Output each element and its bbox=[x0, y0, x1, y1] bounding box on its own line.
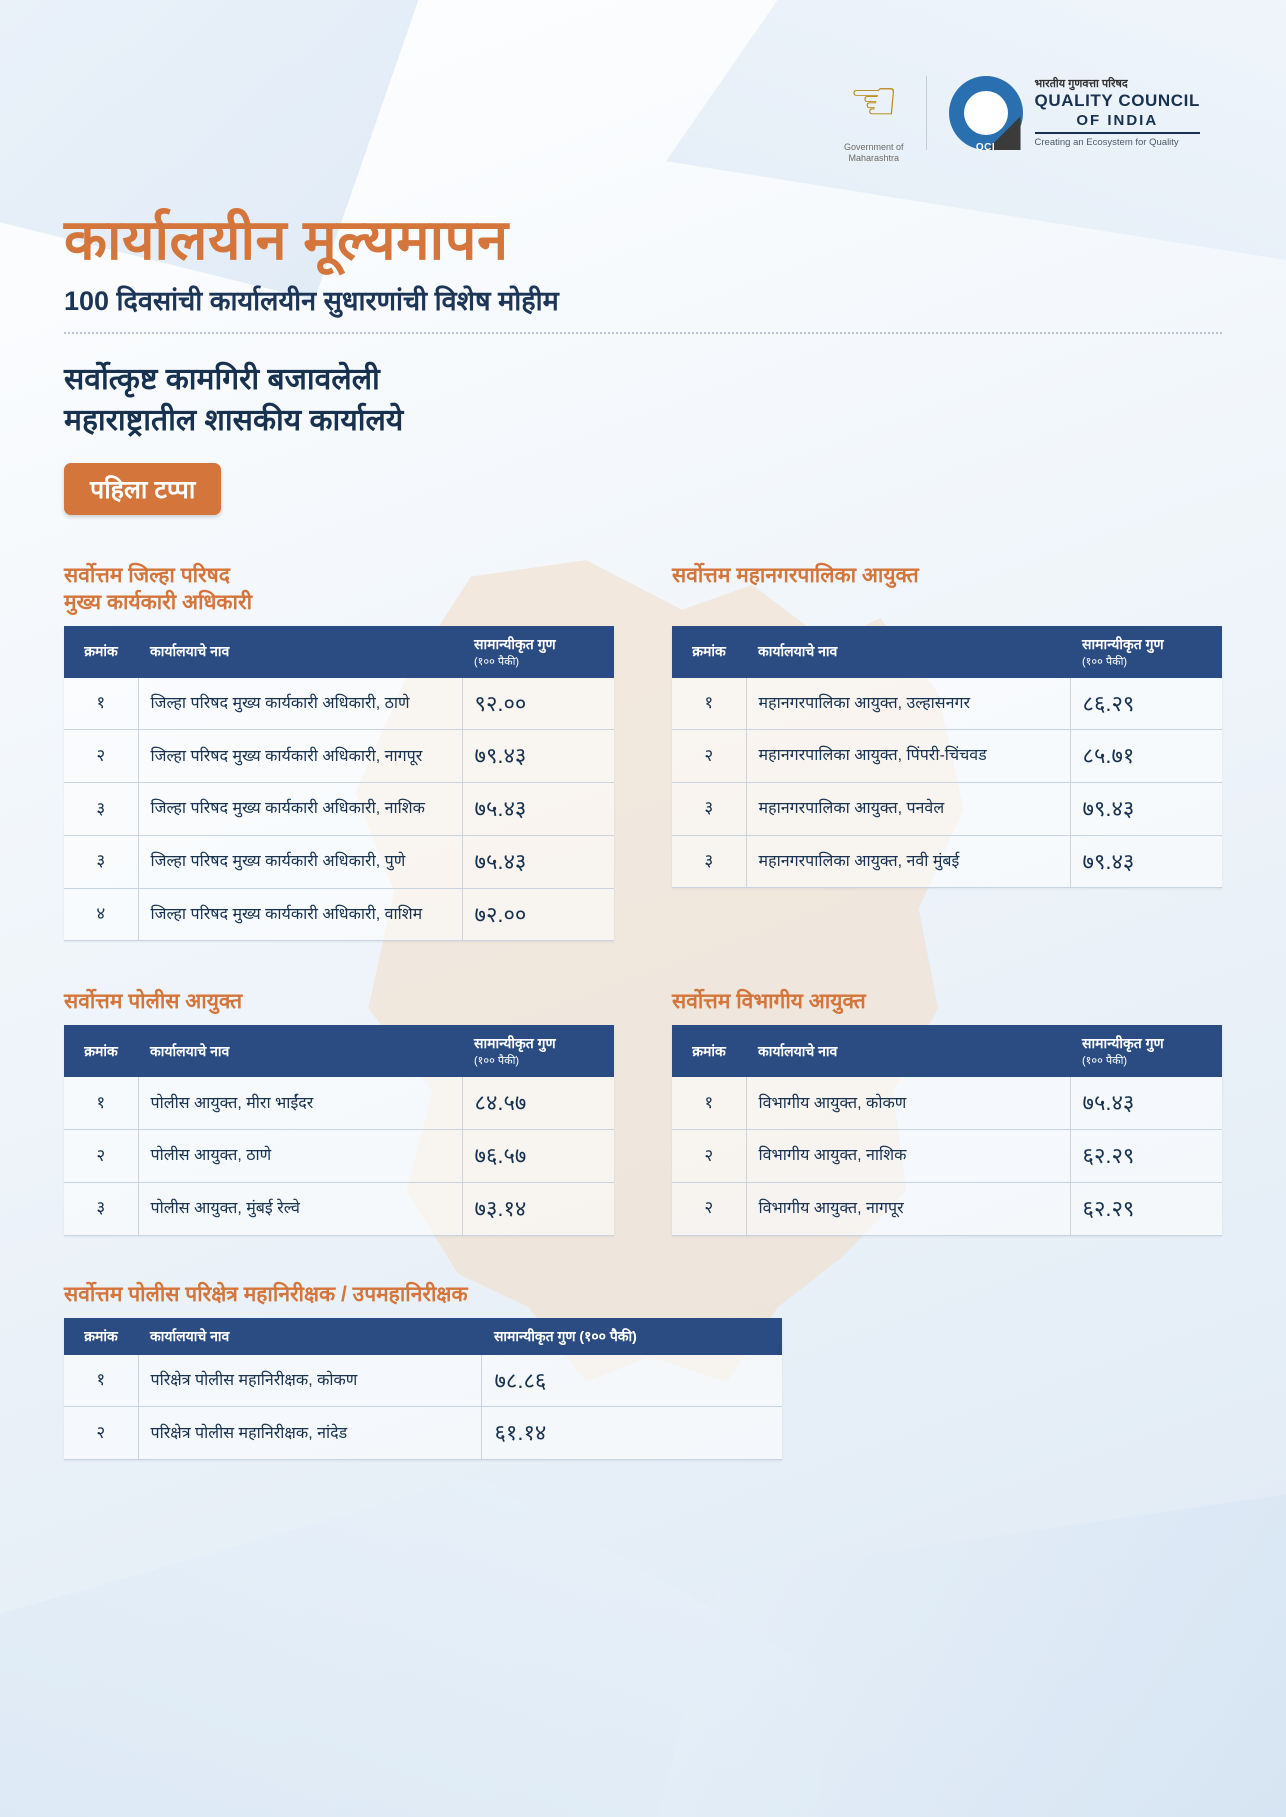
table-heading-line1: सर्वोत्तम विभागीय आयुक्त bbox=[672, 990, 866, 1014]
section-title-line2: महाराष्ट्रातील शासकीय कार्यालये bbox=[64, 403, 404, 437]
cell-rank: १ bbox=[672, 1077, 746, 1129]
table-block-police-commissioner bbox=[64, 989, 614, 1235]
cell-rank: १ bbox=[64, 678, 138, 730]
cell-office: महानगरपालिका आयुक्त, नवी मुंबई bbox=[746, 835, 1070, 888]
col-score bbox=[1070, 1025, 1222, 1077]
cell-office: महानगरपालिका आयुक्त, उल्हासनगर bbox=[746, 678, 1070, 730]
table-header-row bbox=[64, 1318, 782, 1355]
table-row bbox=[64, 835, 614, 888]
cell-office: पोलीस आयुक्त, मुंबई रेल्वे bbox=[138, 1182, 462, 1235]
table-header-row bbox=[672, 1025, 1222, 1077]
qci-logo bbox=[949, 76, 1200, 154]
cell-office: विभागीय आयुक्त, कोकण bbox=[746, 1077, 1070, 1129]
cell-score: ६१.१४ bbox=[482, 1407, 782, 1460]
cell-rank: ३ bbox=[672, 835, 746, 888]
col-rank: क्रमांक bbox=[64, 1025, 138, 1077]
col-office: कार्यालयाचे नाव bbox=[138, 1025, 462, 1077]
ranking-table-police-commissioner bbox=[64, 1025, 614, 1235]
cell-rank: ४ bbox=[64, 888, 138, 941]
qci-name-line2: OF INDIA bbox=[1076, 111, 1159, 129]
cell-score: ७९.४३ bbox=[1070, 835, 1222, 888]
table-row bbox=[672, 782, 1222, 835]
col-office: कार्यालयाचे नाव bbox=[746, 1025, 1070, 1077]
cell-office: विभागीय आयुक्त, नागपूर bbox=[746, 1182, 1070, 1235]
col-score-label: सामान्यीकृत गुण bbox=[474, 635, 556, 652]
table-row bbox=[64, 888, 614, 941]
qci-rule bbox=[1035, 132, 1200, 134]
cell-score: ७२.०० bbox=[462, 888, 614, 941]
col-score-label: सामान्यीकृत गुण bbox=[1082, 1035, 1164, 1052]
cell-office: महानगरपालिका आयुक्त, पनवेल bbox=[746, 782, 1070, 835]
table-row bbox=[64, 730, 614, 783]
title-divider bbox=[64, 332, 1222, 334]
cell-rank: ३ bbox=[672, 782, 746, 835]
col-score bbox=[462, 626, 614, 678]
cell-rank: १ bbox=[64, 1355, 138, 1407]
cell-rank: २ bbox=[672, 1130, 746, 1183]
col-rank: क्रमांक bbox=[64, 1318, 138, 1355]
gov-caption-line2: Maharashtra bbox=[848, 153, 900, 164]
ranking-table-divisional-commissioner bbox=[672, 1025, 1222, 1235]
col-score-label: सामान्यीकृत गुण bbox=[1082, 635, 1164, 652]
col-rank: क्रमांक bbox=[672, 626, 746, 678]
cell-score: ७३.१४ bbox=[462, 1182, 614, 1235]
col-score bbox=[462, 1025, 614, 1077]
cell-score: ८४.५७ bbox=[462, 1077, 614, 1129]
table-row bbox=[672, 835, 1222, 888]
cell-score: ७५.४३ bbox=[462, 783, 614, 836]
qci-q-mark-icon bbox=[949, 76, 1023, 154]
cell-score: ९२.०० bbox=[462, 678, 614, 730]
cell-rank: २ bbox=[672, 730, 746, 783]
table-row bbox=[672, 678, 1222, 730]
ashoka-emblem-icon: ☜ bbox=[848, 69, 899, 132]
cell-office: जिल्हा परिषद मुख्य कार्यकारी अधिकारी, नाशिक bbox=[138, 783, 462, 836]
cell-office: पोलीस आयुक्त, ठाणे bbox=[138, 1130, 462, 1183]
col-rank: क्रमांक bbox=[64, 626, 138, 678]
qci-name-line1: QUALITY COUNCIL bbox=[1034, 91, 1200, 111]
qci-abbr: QCI bbox=[975, 142, 996, 154]
cell-score: ७९.४३ bbox=[462, 730, 614, 783]
ranking-table-police-range-ig bbox=[64, 1318, 782, 1460]
col-score bbox=[1070, 626, 1222, 678]
table-row bbox=[672, 1130, 1222, 1183]
table-row bbox=[64, 1407, 782, 1460]
section-title-line1: सर्वोत्कृष्ट कामगिरी बजावलेली bbox=[64, 363, 380, 397]
table-row bbox=[64, 783, 614, 836]
page-title: कार्यालयीन मूल्यमापन bbox=[64, 207, 509, 271]
table-row bbox=[672, 1077, 1222, 1129]
table-heading-line2: मुख्य कार्यकारी अधिकारी bbox=[64, 590, 253, 614]
table-row bbox=[64, 1355, 782, 1407]
cell-office: जिल्हा परिषद मुख्य कार्यकारी अधिकारी, ठाणे bbox=[138, 678, 462, 730]
table-row bbox=[64, 678, 614, 730]
cell-score: ८६.२९ bbox=[1070, 678, 1222, 730]
table-block-municipal-commissioner bbox=[672, 563, 1222, 941]
table-heading-line1: सर्वोत्तम महानगरपालिका आयुक्त bbox=[672, 564, 919, 588]
cell-rank: १ bbox=[672, 678, 746, 730]
cell-score: ७९.४३ bbox=[1070, 782, 1222, 835]
col-score-sublabel: (१०० पैकी) bbox=[1082, 655, 1128, 668]
cell-rank: १ bbox=[64, 1077, 138, 1129]
table-row bbox=[64, 1182, 614, 1235]
logo-row bbox=[64, 0, 1222, 165]
cell-score: ६२.२९ bbox=[1070, 1182, 1222, 1235]
col-office: कार्यालयाचे नाव bbox=[138, 1318, 482, 1355]
background-shape-bottom-right bbox=[646, 1477, 1286, 1817]
tables-row-2 bbox=[64, 989, 1222, 1235]
cell-office: जिल्हा परिषद मुख्य कार्यकारी अधिकारी, नागपूर bbox=[138, 730, 462, 783]
table-block-zilla-parishad bbox=[64, 563, 614, 941]
col-score: सामान्यीकृत गुण (१०० पैकी) bbox=[482, 1318, 782, 1355]
table-block-police-range-ig bbox=[64, 1282, 1222, 1461]
tables-row-1 bbox=[64, 563, 1222, 941]
table-heading-line1: सर्वोत्तम पोलीस आयुक्त bbox=[64, 990, 243, 1014]
title-block bbox=[64, 207, 1222, 516]
cell-office: पोलीस आयुक्त, मीरा भाईंदर bbox=[138, 1077, 462, 1129]
table-heading-line1: सर्वोत्तम जिल्हा परिषद bbox=[64, 564, 230, 588]
col-score-sublabel: (१०० पैकी) bbox=[474, 1055, 520, 1068]
cell-rank: २ bbox=[64, 1407, 138, 1460]
table-header-row bbox=[64, 626, 614, 678]
table-header-row bbox=[672, 626, 1222, 678]
cell-rank: ३ bbox=[64, 783, 138, 836]
cell-rank: २ bbox=[64, 1130, 138, 1183]
cell-score: ७८.८६ bbox=[482, 1355, 782, 1407]
cell-score: ७५.४३ bbox=[1070, 1077, 1222, 1129]
logo-divider bbox=[926, 76, 927, 150]
cell-office: जिल्हा परिषद मुख्य कार्यकारी अधिकारी, पुणे bbox=[138, 835, 462, 888]
qci-tagline: Creating an Ecosystem for Quality bbox=[1034, 136, 1179, 148]
table-heading-line1: सर्वोत्तम पोलीस परिक्षेत्र महानिरीक्षक / उपमहानिरीक्षक bbox=[64, 1282, 468, 1306]
cell-score: ८५.७१ bbox=[1070, 730, 1222, 783]
ranking-table-municipal-commissioner bbox=[672, 626, 1222, 889]
table-heading-spacer bbox=[672, 590, 1222, 616]
col-office: कार्यालयाचे नाव bbox=[138, 626, 462, 678]
col-score-label: सामान्यीकृत गुण bbox=[474, 1035, 556, 1052]
col-score-sublabel: (१०० पैकी) bbox=[474, 655, 520, 668]
table-header-row bbox=[64, 1025, 614, 1077]
cell-score: ६२.२९ bbox=[1070, 1130, 1222, 1183]
cell-office: जिल्हा परिषद मुख्य कार्यकारी अधिकारी, वाशिम bbox=[138, 888, 462, 941]
cell-office: महानगरपालिका आयुक्त, पिंपरी-चिंचवड bbox=[746, 730, 1070, 783]
cell-score: ७६.५७ bbox=[462, 1130, 614, 1183]
table-row bbox=[64, 1077, 614, 1129]
table-row bbox=[672, 1182, 1222, 1235]
government-of-maharashtra-logo bbox=[844, 62, 904, 165]
cell-rank: २ bbox=[64, 730, 138, 783]
cell-rank: २ bbox=[672, 1182, 746, 1235]
cell-rank: ३ bbox=[64, 835, 138, 888]
cell-office: परिक्षेत्र पोलीस महानिरीक्षक, नांदेड bbox=[138, 1407, 482, 1460]
phase-badge: पहिला टप्पा bbox=[64, 463, 221, 515]
col-score-sublabel: (१०० पैकी) bbox=[1082, 1055, 1128, 1068]
gov-caption-line1: Government of bbox=[844, 142, 904, 152]
col-rank: क्रमांक bbox=[672, 1025, 746, 1077]
cell-score: ७५.४३ bbox=[462, 835, 614, 888]
ranking-table-zilla-parishad bbox=[64, 626, 614, 941]
cell-rank: ३ bbox=[64, 1182, 138, 1235]
cell-office: परिक्षेत्र पोलीस महानिरीक्षक, कोकण bbox=[138, 1355, 482, 1407]
page-subtitle: 100 दिवसांची कार्यालयीन सुधारणांची विशेष मोहीम bbox=[64, 286, 559, 317]
qci-hindi-name: भारतीय गुणवत्ता परिषद bbox=[1034, 78, 1128, 91]
table-row bbox=[64, 1130, 614, 1183]
table-row bbox=[672, 730, 1222, 783]
col-office: कार्यालयाचे नाव bbox=[746, 626, 1070, 678]
cell-office: विभागीय आयुक्त, नाशिक bbox=[746, 1130, 1070, 1183]
table-block-divisional-commissioner bbox=[672, 989, 1222, 1235]
